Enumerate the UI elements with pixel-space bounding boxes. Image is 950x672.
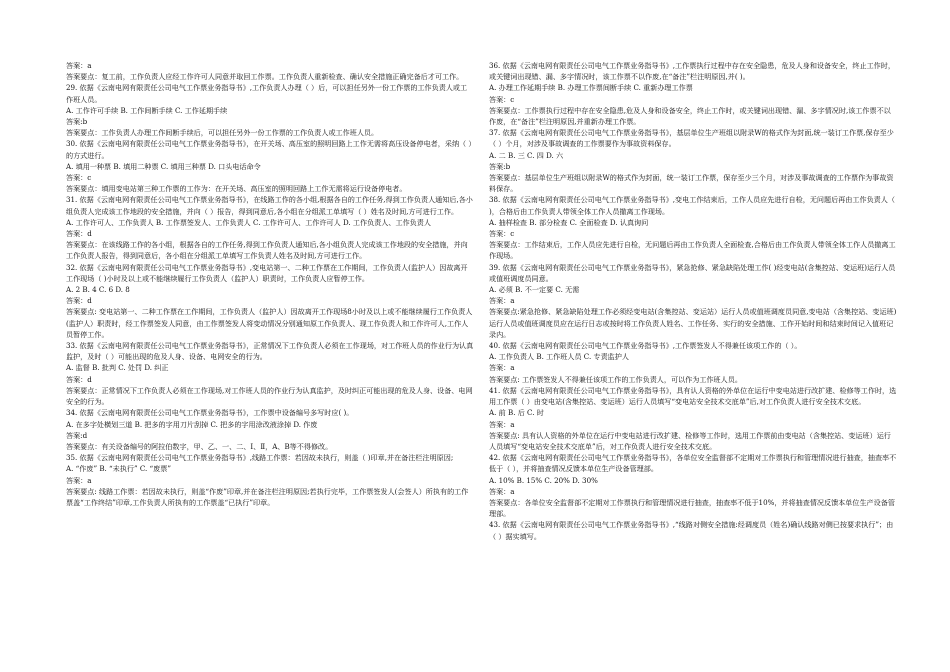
text-line: 答案要点：复工前，工作负责人应经工作许可人同意并取回工作票。工作负责人重新检查、确认安全措施正确完备后才可工作。 [66, 72, 464, 82]
text-line: 答案要点: 具有认人资格的外单位在运行中变电站进行改扩建、检修等工作时，选用工作票前由变电站（含集控站、变运班）运行人员填写“变电站安全技术交底单”后，对工作负责人进行安全技术交底。 [489, 430, 891, 451]
text-line: 33. 依据《云南电网有限责任公司电气工作票业务指导书》，正常情况下工作负责人必须在工作现场，对工作班人员的作业行为认真监护，及时（ ）可能出现的危及人身、设备、电网安全的行为。 [66, 341, 474, 362]
text-line: 答案：a [66, 61, 92, 70]
text-line: A. 2 B. 4 C. 6 D. 8 [66, 285, 130, 295]
text-line: A. 10% B. 15% C. 20% D. 30% [489, 475, 598, 485]
text-line: 36. 依据《云南电网有限责任公司电气工作票业务指导书》,工作票执行过程中存在安全隐患，危及人身和设备安全，终止工作时，或关键词出现错、漏、多字情况时，该工作票不以作废,在“备注”栏注明原因,并( )。 [489, 61, 895, 82]
text-line: 答案要点：工作结束后，工作人员应先进行自检，无问题后再由工作负责人全面检查,合格后由工作负责人带领全体工作人员撤离工作现场。 [489, 240, 896, 261]
text-line: A. 二 B. 三 C. 四 D. 六 [489, 150, 564, 160]
text-line: 37. 依据《云南电网有限责任公司电气工作票业务指导书》，基层单位生产班组以附录W的格式作为封面,统一装订工作票,保存至少（ ）个月，对涉及事故调查的工作票要作为事故资料保存。 [489, 128, 894, 149]
text-line: 答案要点：在该线路工作的各小组，根据各自的工作任务,得到工作负责人通知后,各小组负责人完成该工作地段的安全措施，并向工作负责人报告，得到同意后，各小组在分组派工单填写工作负责人姓名及时间,方可进行工作。 [66, 240, 468, 261]
text-line: 答案：a [489, 419, 515, 429]
text-line: A. 工作负责人 B. 工作班人员 C. 专责监护人 [489, 352, 629, 362]
text-line: A. 在多字处横划三道 B. 把多的字用刀片刮掉 C. 把多的字用涂改液涂掉 D. 作废 [66, 419, 318, 429]
text-line: A. 工作许可手续 B. 工作间断手续 C. 工作延期手续 [66, 105, 228, 115]
text-line: 答案：c [489, 94, 515, 104]
text-line: 32. 依据《云南电网有限责任公司电气工作票业务指导书》,变电站第一、二种工作票在工作期间，工作负责人(监护人）因故离开工作现场（ )小时及以上或不能继续履行工作负责人（监护人）职责时，工作负责人应暂停工作。 [66, 262, 468, 283]
text-line: A. 必须 B. 不一定要 C. 无需 [489, 285, 580, 295]
text-line: 答案：a [489, 363, 515, 373]
text-line: A. 办理工作延期手续 B. 办理工作票间断手续 C. 重新办理工作票 [489, 83, 693, 93]
text-line: 40. 依据《云南电网有限责任公司电气工作票业务指导书》,工作票签发人不得兼任该项工作的（ ）。 [489, 341, 802, 351]
text-line: 答案：d [66, 229, 92, 239]
text-line: 答案要点：填用变电站第三种工作票的工作为：在开关场、高压室的照明回路上工作无需将运行设备停电者。 [66, 184, 407, 194]
text-line: 答案：a [489, 486, 515, 496]
text-line: 43. 依据《云南电网有限责任公司电气工作票业务指导书》,“线路对侧安全措施:经调度员（姓名)确认线路对侧已按要求执行”；由（ ）据实填写。 [489, 520, 894, 541]
text-line: 答案要点：正常情况下工作负责人必须在工作现场,对工作班人员的作业行为认真监护，及时纠正可能出现的危及人身、设备、电网安全的行为。 [66, 385, 473, 407]
text-line: 38. 依据《云南电网有限责任公司电气工作票业务指导书》,变电工作结束后，工作人员应先进行自检，无问题后再由工作负责人（ )，合格后由工作负责人带领全体工作人员撤离工作现场。 [489, 195, 895, 216]
text-line: A. 工作许可人、工作负责人 B. 工作票签发人、工作负责人 C. 工作许可人、工作许可人 D. 工作负责人、工作负责人 [66, 217, 431, 227]
right-column [489, 60, 897, 542]
text-line: A. 前 B. 后 C. 时 [489, 408, 544, 418]
text-line: 答案：d [66, 374, 92, 384]
text-line: 答案：d [66, 296, 92, 306]
text-line: A. “作废” B. “未执行” C. “废票” [66, 464, 171, 474]
left-column [66, 60, 474, 508]
text-line: 答案:b [66, 117, 88, 127]
text-line: A. 监督 B. 批判 C. 处罚 D. 纠正 [66, 363, 169, 373]
text-line: 答案要点：各单位安全监督部不定期对工作票执行和管理情况进行抽查，抽查率不低于10%，并将抽查情况反馈本单位生产设备管理部。 [489, 497, 895, 519]
text-line: 答案：c [489, 229, 515, 239]
text-line: 答案:b [489, 161, 511, 171]
text-line: 答案要点：有关设备编号的阿拉伯数字，甲、乙、一、二、Ⅰ、Ⅱ，A、B等不得修改。 [66, 441, 333, 451]
text-line: 30. 依据《云南电网有限责任公司电气工作票业务指导书》，在开关场、高压室的照明回路上工作无需将高压设备停电者，采纳（ ）的方式进行。 [66, 139, 472, 160]
text-line: 答案：a [66, 475, 92, 485]
text-line: 39. 依据《云南电网有限责任公司电气工作票业务指导书》，紧急抢修、紧急缺陷处理工作( )经变电站(含集控站、变运班)运行人员或值班调度员同意。 [489, 262, 896, 283]
text-line: 31. 依据《云南电网有限责任公司电气工作票业务指导书》，在线路工作的各小组,根据各自的工作任务,得到工作负责人通知后,各小组负责人完成该工作地段的安全措施，并向（ ）报告，得到同意后,各小组在分组派工单填写（ ）姓名及时间,方可进行工作。 [66, 195, 473, 216]
text-line: 34. 依据《云南电网有限责任公司电气工作票业务指导书》，工作票中设备编号多写时应( )。 [66, 408, 354, 418]
text-line: 42. 依据《云南电网有限责任公司电气工作票业务指导书》，各单位安全监督部不定期对工作票执行和管理情况进行抽查，抽查率不低于（ ），并将抽查情况反馈本单位生产设备管理部。 [489, 453, 897, 474]
text-line: 29. 依据《云南电网有限责任公司电气工作票业务指导书》,工作负责人办理（ ）后，可以担任另外一份工作票的工作负责人或工作班人员。 [66, 83, 468, 104]
text-line: 答案要点：工作负责人办理工作间断手续后，可以担任另外一份工作票的工作负责人或工作班人员。 [66, 128, 379, 138]
text-line: 答案要点: 工作票签发人不得兼任该项工作的工作负责人，可以作为工作班人员。 [489, 374, 742, 384]
text-line: 答案要点：基层单位生产班组以附录W的格式作为封面，统一装订工作票，保存至少三个月，对涉及事故调查的工作票作为事故资料保存。 [489, 173, 894, 194]
text-line: 答案要点：工作票执行过程中存在安全隐患,危及人身和设备安全，终止工作时，或关键词出现错、漏、多字情况时,该工作票不以作废，在“备注”栏注明原因,并重新办理工作票。 [489, 105, 891, 127]
text-line: 答案：c [66, 173, 92, 183]
text-line: 答案要点:紧急抢修、紧急缺陷处理工作必须经变电站(含集控站、变运站）运行人员或值班调度员同意,变电站（含集控站、变运班)运行人员或值班调度员应在运行日志或按时将工作负责人姓名、工作任务、实行的安全措施、工作开始时间和结束时间记入值班记录内。 [489, 307, 897, 339]
text-line: A. 填用一种票 B. 填用二种票 C. 填用三种票 D. 口头电话命令 [66, 161, 261, 171]
text-line: 35. 依据《云南电网有限责任公司电气工作票业务指导书》,线路工作票：若因故未执行，则盖（ )印章,并在备注栏注明原因; [66, 453, 454, 463]
text-line: 41. 依据《云南电网有限责任公司电气工作票业务指导书》，具有认人资格的外单位在运行中变电站进行改扩建、检修等工作时，选用工作票（ ）由变电站(含集控站、变运班）运行人员填写“变电站安全技术交底单”后,对工作负责人进行安全技术交底。 [489, 385, 897, 407]
text-line: 答案:d [66, 430, 88, 440]
text-line: 答案要点: 变电站第一、二种工作票在工作期间，工作负责人（监护人）因故离开工作现场8小时及以上或不能继续履行工作负责人(监护人）职责时，经工作票签发人同意，由工作票签发人将变动情况分别通知原工作负责人、现工作负责人和工作许可人,工作人员暂停工作。 [66, 307, 473, 339]
text-line: 答案要点: 线路工作票：若因故未执行，则盖“作废”印章,并在备注栏注明原因;若执行完毕，工作票签发人(会签人）所执有的工作票盖“工作终结”印章,工作负责人所执有的工作票盖“已执行”印章。 [66, 486, 469, 507]
text-line: 答案：a [489, 296, 515, 306]
text-line: A. 抽样检查 B. 部分检查 C. 全面检查 D. 认真询问 [489, 217, 649, 227]
